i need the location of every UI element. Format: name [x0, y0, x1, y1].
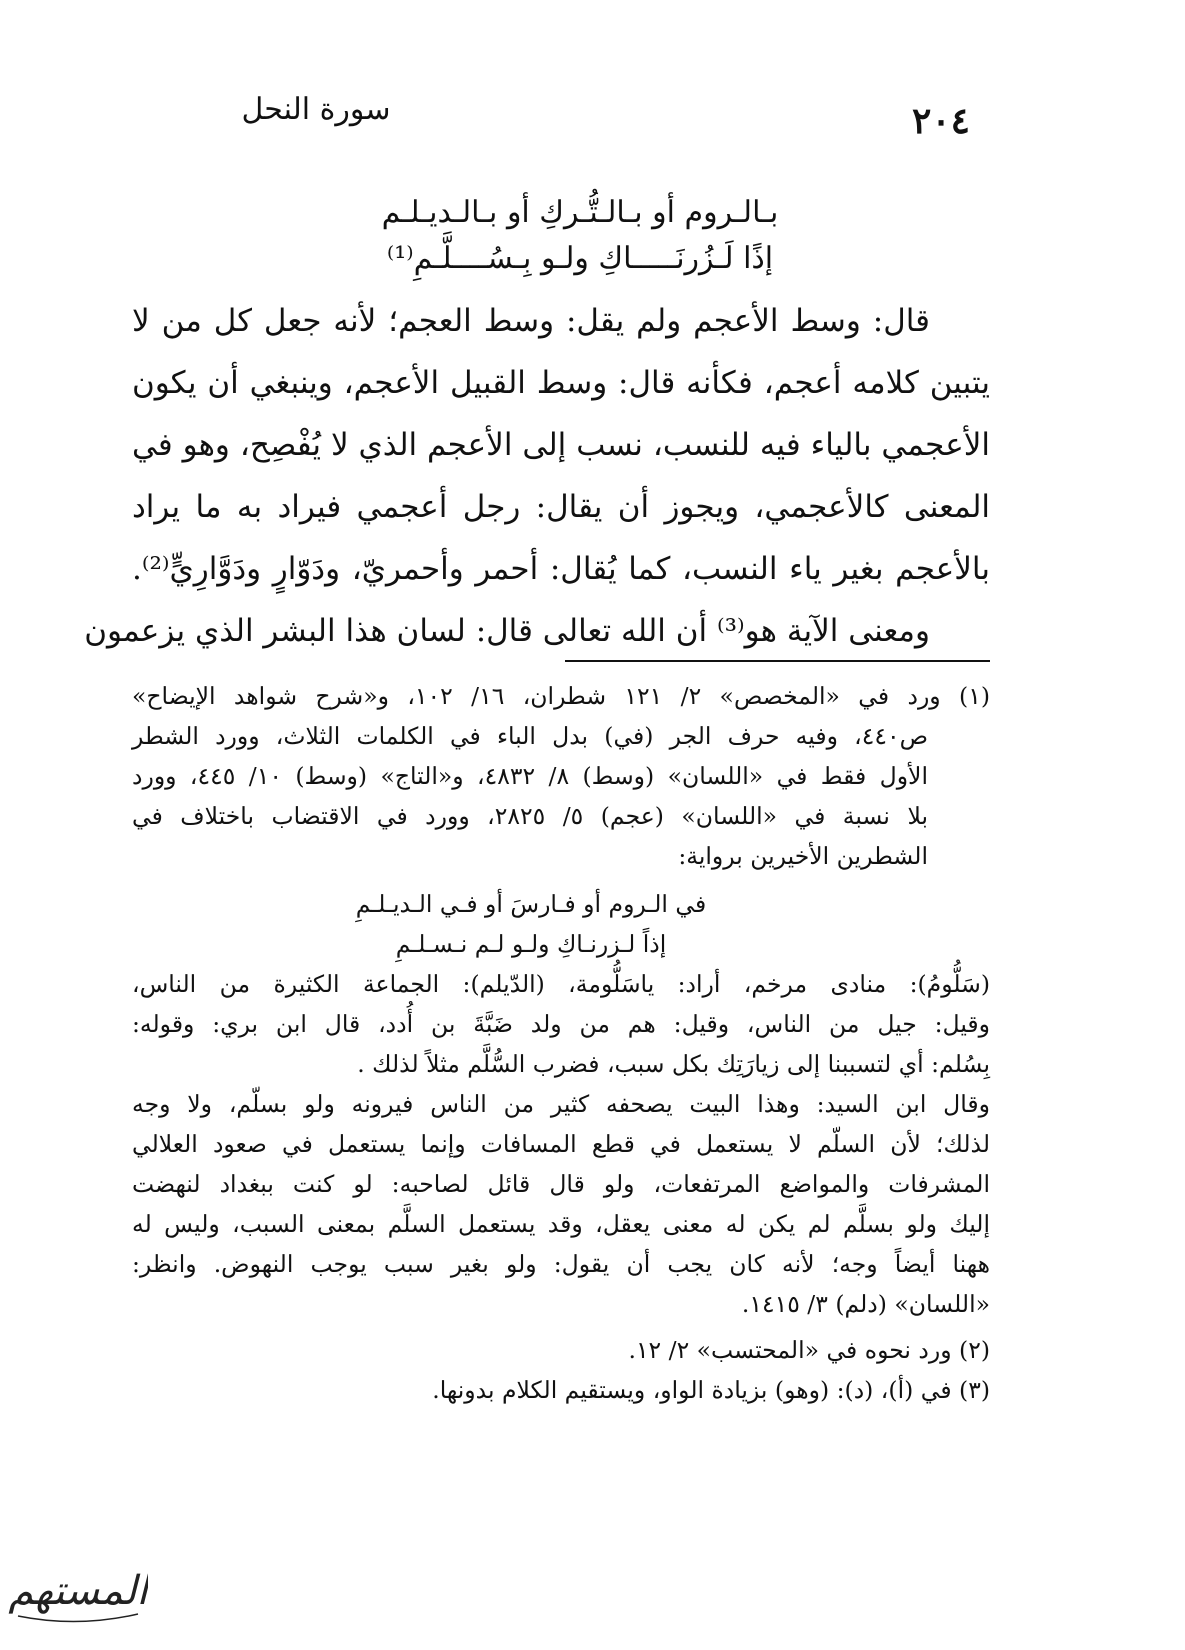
footnote-1-line: بِسُلم: أي لتسببنا إلى زيارَتِك بكل سبب، فضرب السُّلَّم مثلاً لذلك .: [357, 1050, 990, 1078]
footnote-1-line: لذلك؛ لأن السلّم لا يستعمل في قطع المسافات وإنما يستعمل في صعود العلالي: [132, 1130, 990, 1158]
footnote-1-line: (سَلُّومُ): منادى مرخم، أراد: ياسَلُّومة، (الدّيلم): الجماعة الكثيرة من الناس،: [132, 970, 990, 998]
logo-flourish: [18, 1614, 138, 1622]
verse-line-1: بـالـروم أو بـالـتُّـركِ أو بـالـديـلـم: [381, 195, 779, 230]
footnotes: [132, 676, 990, 1410]
footnote-1-line: «اللسان» (دلم) ٣/ ١٤١٥.: [741, 1290, 990, 1318]
footnote-1-poem-line: في الـروم أو فـارسَ أو فـي الـديـلـمِ: [355, 890, 707, 918]
main-line: قال: وسط الأعجم ولم يقل: وسط العجم؛ لأنه جعل كل من لا: [132, 303, 930, 339]
footnote-1-line: بلا نسبة في «اللسان» (عجم) ٥/ ٢٨٢٥، وورد في الاقتضاب باختلاف في: [132, 802, 929, 830]
footnote-2: (٢) ورد نحوه في «المحتسب» ٢/ ١٢.: [628, 1336, 990, 1364]
main-line: بالأعجم بغير ياء النسب، كما يُقال: أحمر وأحمريّ، ودَوّارٍ ودَوَّارِيٍّ⁽²⁾.: [132, 551, 990, 587]
footnote-divider: [565, 660, 990, 662]
main-line: الأعجمي بالياء فيه للنسب، نسب إلى الأعجم الذي لا يُفْصِح، وهو في: [132, 427, 990, 463]
footnote-1-line: إليك ولو بسلَّم لم يكن له معنى يعقل، وقد يستعمل السلَّم بمعنى السبب، وليس له: [132, 1210, 990, 1238]
main-text: [84, 290, 990, 662]
main-line: المعنى كالأعجمي، ويجوز أن يقال: رجل أعجمي فيراد به ما يراد: [132, 489, 990, 525]
footnote-1-line: (١) ورد في «المخصص» ٢/ ١٢١ شطران، ١٦/ ١٠٢، و«شرح شواهد الإيضاح»: [132, 682, 990, 710]
footnote-1-line: الأول فقط في «اللسان» (وسط) ٨/ ٤٨٣٢، و«التاج» (وسط) ١٠/ ٤٤٥، وورد: [132, 762, 928, 790]
main-line: ومعنى الآية هو⁽³⁾ أن الله تعالى قال: لسان هذا البشر الذي يزعمون: [84, 613, 930, 649]
logo-text: المستهم: [8, 1568, 148, 1614]
surah-title: سورة النحل: [241, 92, 391, 127]
footnote-1-line: ص٤٤٠، وفيه حرف الجر (في) بدل الباء في الكلمات الثلاث، وورد الشطر: [132, 722, 928, 750]
footnote-1-line: الشطرين الأخيرين برواية:: [678, 842, 928, 870]
footnote-1-line: المشرفات والمواضع المرتفعات، ولو قال قائل لصاحبه: لو كنت ببغداد لنهضت: [132, 1170, 990, 1198]
footnote-1-line: وقيل: جيل من الناس، وقيل: هم من ولد ضَبَّةَ بن أُدد، قال ابن بري: وقوله:: [132, 1010, 990, 1038]
verse-line-2: إذًا لَـزُرنَـــــاكِ ولـو بِـسُــــلَّـمِ⁽¹⁾: [386, 241, 774, 276]
page-number: ٢٠٤: [911, 100, 970, 142]
main-line: يتبين كلامه أعجم، فكأنه قال: وسط القبيل الأعجم، وينبغي أن يكون: [132, 365, 990, 401]
footnote-1-line: ههنا أيضاً وجه؛ لأنه كان يجب أن يقول: ولو بغير سبب يوجب النهوض. وانظر:: [132, 1250, 990, 1278]
publisher-logo: [8, 1556, 148, 1636]
footnote-3: (٣) في (أ)، (د): (وهو) بزيادة الواو، ويستقيم الكلام بدونها.: [432, 1376, 990, 1404]
footnote-1-line: وقال ابن السيد: وهذا البيت يصحفه كثير من الناس فيرونه ولو بسلّم، ولا وجه: [132, 1090, 990, 1118]
footnote-1-poem-line: إذاً لـزرنـاكِ ولـو لـم نـسـلـمِ: [395, 930, 667, 958]
